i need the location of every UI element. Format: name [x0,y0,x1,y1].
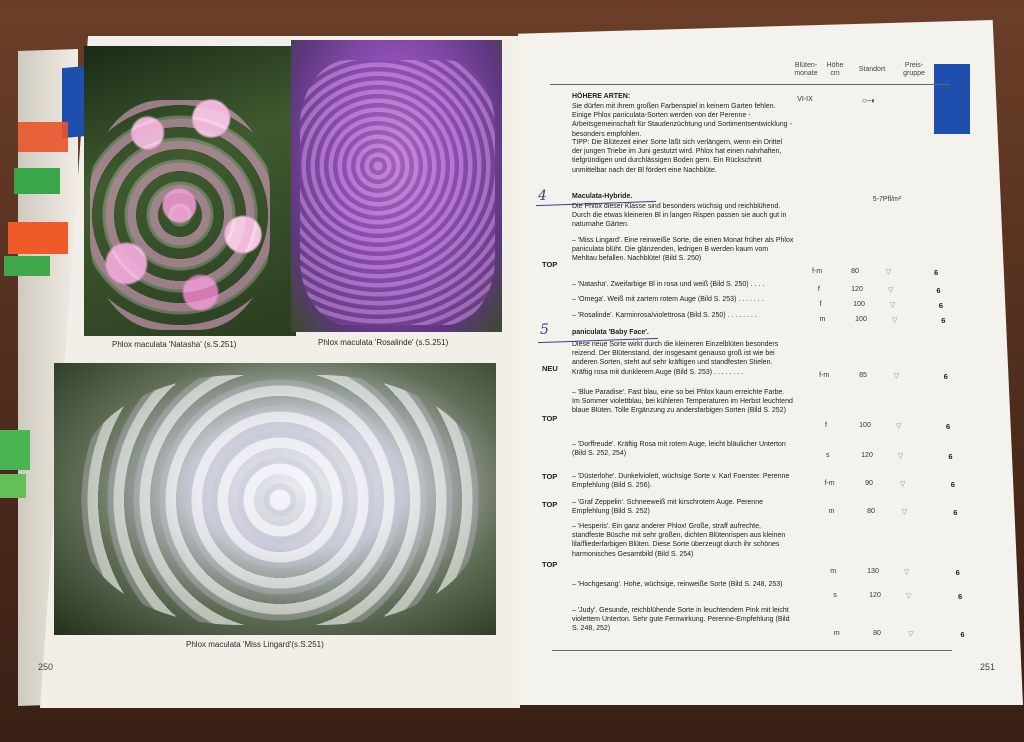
entry-months: f [825,422,827,429]
intro-body: Sie dürfen mit ihrem großen Farbenspiel in keinem Garten fehlen. Einige Phlox paniculata-Sorten werden von der Perenne - Arbeitsgemeinschaft für Staudenzüchtung und Sortimentsentwicklung - besonders empfohlen. [572,103,792,138]
entry-price-group: 6 [941,316,946,325]
entry-months: s [833,592,837,599]
intro-months: VI-IX [797,96,813,103]
bookmark-tab-orange-mid[interactable] [8,222,68,254]
intro-title: HÖHERE ARTEN: [572,93,631,100]
entry-text: – 'Düsterlohe'. Dunkelviolett, wüchsige Sorte v. Karl Foerster. Perenne Empfehlung (Bild S. 256). [572,473,790,490]
entry-months: f [819,301,822,308]
entry-months: m [819,316,826,323]
photo-overlay-rosalinde [300,60,495,325]
location-icon: ▽ [906,593,912,600]
entry-tag: TOP [542,560,558,569]
bookmark-tab-orange-top[interactable] [18,122,68,152]
header-hoehe: Höhe cm [826,62,844,77]
entry-months: f-m [811,268,823,275]
entry-tag: TOP [542,260,558,269]
entry-height: 80 [873,630,881,637]
entry-text: – 'Natasha'. Zweifarbige Bl in rosa und weiß (Bild S. 250) . . . . [572,281,765,288]
intro-tip: TIPP: Die Blütezeit einer Sorte läßt sich verlängern, wenn ein Drittel der jungen Triebe im Juni gestutzt wird. Phlox hat einen nahrhaften, tiefgründigen und durchlässigen Boden gern. Ein Rückschnitt unmittelbar nach der Bl fördert eine Nachblüte. [572,139,783,174]
photo-overlay-natasha [90,100,270,330]
entry-height: 130 [867,568,879,575]
handwritten-number-4: 4 [538,188,547,204]
entry-height: 90 [865,480,873,487]
location-icon: ▽ [904,569,910,576]
caption-miss-lingard: Phlox maculata 'Miss Lingard'(s.S.251) [186,640,324,649]
entry-price-group: 6 [943,372,948,381]
entry-text: – 'Omega'. Weiß mit zartem rotem Auge (Bild S. 253) . . . . . . . [572,296,764,303]
location-icon: ▽ [902,509,908,516]
sun-halfshade-icon: ○–◐ [862,96,877,105]
location-icon: ▽ [900,481,906,488]
entry-price-group: 6 [946,422,951,431]
bookmark-tab-blue-right[interactable] [934,64,970,134]
entry-text: – 'Judy'. Gesunde, reichblühende Sorte in leuchtendem Pink mit leicht violettem Unterton. Sehr gute Fernwirkung. Perenne-Empfehlung (Bild S. 248, 252) [572,607,790,633]
location-icon: ▽ [896,423,902,430]
entry-height: 120 [861,452,873,459]
location-icon: ▽ [908,631,914,638]
entry-price-group: 6 [955,568,960,577]
entry-months: f [817,286,820,293]
entry-months: s [826,452,830,459]
bookmark-tab-green-low2[interactable] [0,474,26,498]
entry-text: – 'Rosalinde'. Karminrosa/violettrosa (Bild S. 250) . . . . . . . . [572,312,757,319]
entry-text: – 'Hesperis'. Ein ganz anderer Phlox! Große, straff aufrechte, standfeste Büsche mit sehr großen, dichten Blütenrispen aus kleinen lila/fliederfarbigen Blüten. Diese Sorte überzeugt durch ihr schönes harmonisches Gesamtbild (Bild S. 254) [572,523,786,558]
maculata-body: Die Phlox dieser Klasse sind besonders wüchsig und reichblühend. Durch die etwas kleineren Bl in langen Rispen passen sie auch gut in naturnahe Gärten. [572,203,787,229]
page-number-left: 250 [38,662,54,672]
entry-tag: TOP [542,472,558,481]
header-preisgruppe: Preis- gruppe [903,62,925,77]
entry-months: m [830,568,837,575]
header-rule [550,84,950,85]
entry-months: f-m [819,372,830,379]
maculata-title: Maculata-Hybride. [572,193,633,200]
entry-price-group: 6 [960,630,965,639]
paniculata-title: paniculata 'Baby Face'. [572,329,649,336]
entry-height: 80 [867,508,875,515]
photo-overlay-miss-lingard [80,375,480,625]
entry-price-group: 6 [936,286,941,295]
entry-height: 120 [869,592,881,599]
entry-tag: TOP [542,500,558,509]
entry-height: 120 [851,286,863,293]
entry-text: Diese neue Sorte wirkt durch die kleineren Einzelblüten besonders reizend. Der Blütenstand, der insgesamt genauso groß ist wie bei anderen Sorten, steht auf sehr kräftigen und standfesten Stielen. Kräftig rosa mit dunklerem Auge (Bild S. 253) . . . . . . . . [572,341,779,376]
bookmark-tab-green-low[interactable] [0,430,30,470]
location-icon: ▽ [892,317,898,324]
entry-price-group: 6 [938,301,943,310]
location-icon: ▽ [886,269,892,276]
caption-rosalinde: Phlox maculata 'Rosalinde' (s.S.251) [318,338,449,347]
entry-price-group: 6 [958,592,963,601]
page-number-right: 251 [980,662,996,672]
entry-text: – 'Hochgesang'. Hohe, wüchsige, reinweiße Sorte (Bild S. 248, 253) [572,581,783,588]
entry-height: 85 [859,372,867,379]
entry-price-group: 6 [950,480,955,489]
entry-months: m [833,630,840,637]
header-standort: Standort [858,66,886,73]
caption-natasha: Phlox maculata 'Natasha' (s.S.251) [112,340,237,349]
handwritten-number-5: 5 [540,322,549,338]
entry-price-group: 6 [953,508,958,517]
entry-price-group: 6 [948,452,953,461]
location-icon: ▽ [898,453,904,460]
entry-height: 100 [855,316,867,323]
footer-rule [552,650,952,651]
entry-months: f-m [824,480,835,487]
entry-text: – 'Graf Zeppelin'. Schneeweiß mit kirschrotem Auge. Perenne Empfehlung (Bild S. 252) [572,499,763,516]
entry-tag: TOP [542,414,558,423]
entry-text: – 'Dorffreude'. Kräftig Rosa mit rotem Auge, leicht bläulicher Unterton (Bild S. 252, 254) [572,441,786,458]
entry-text: – 'Miss Lingard'. Eine reinweiße Sorte, die einen Monat früher als Phlox paniculata blüht. Die glänzenden, ledrigen B werden kaum vom Mehltau befallen. Nachblüte! (Bild S. 250) [572,237,794,263]
entry-height: 80 [851,268,859,275]
entry-height: 100 [853,301,865,308]
entry-months: m [828,508,835,515]
maculata-density: 5-7Pfl/m² [872,196,902,203]
entry-tag: NEU [542,364,558,373]
entry-text: – 'Blue Paradise'. Fast blau, eine so bei Phlox kaum erreichte Farbe. Im Sommer violettblau, bei kühleren Temperaturen im Herbst leuchtend blaue Blüten. Tolle Ergänzung zu andersfarbigen Sorten (Bild S. 252) [572,389,793,415]
entry-price-group: 6 [934,268,939,277]
location-icon: ▽ [890,302,896,309]
location-icon: ▽ [894,373,900,380]
entry-height: 100 [859,422,871,429]
bookmark-tab-green-mid[interactable] [4,256,50,276]
location-icon: ▽ [888,287,894,294]
header-bluetenmonate: Blüten- monate [794,62,818,77]
bookmark-tab-green-top[interactable] [14,168,60,194]
